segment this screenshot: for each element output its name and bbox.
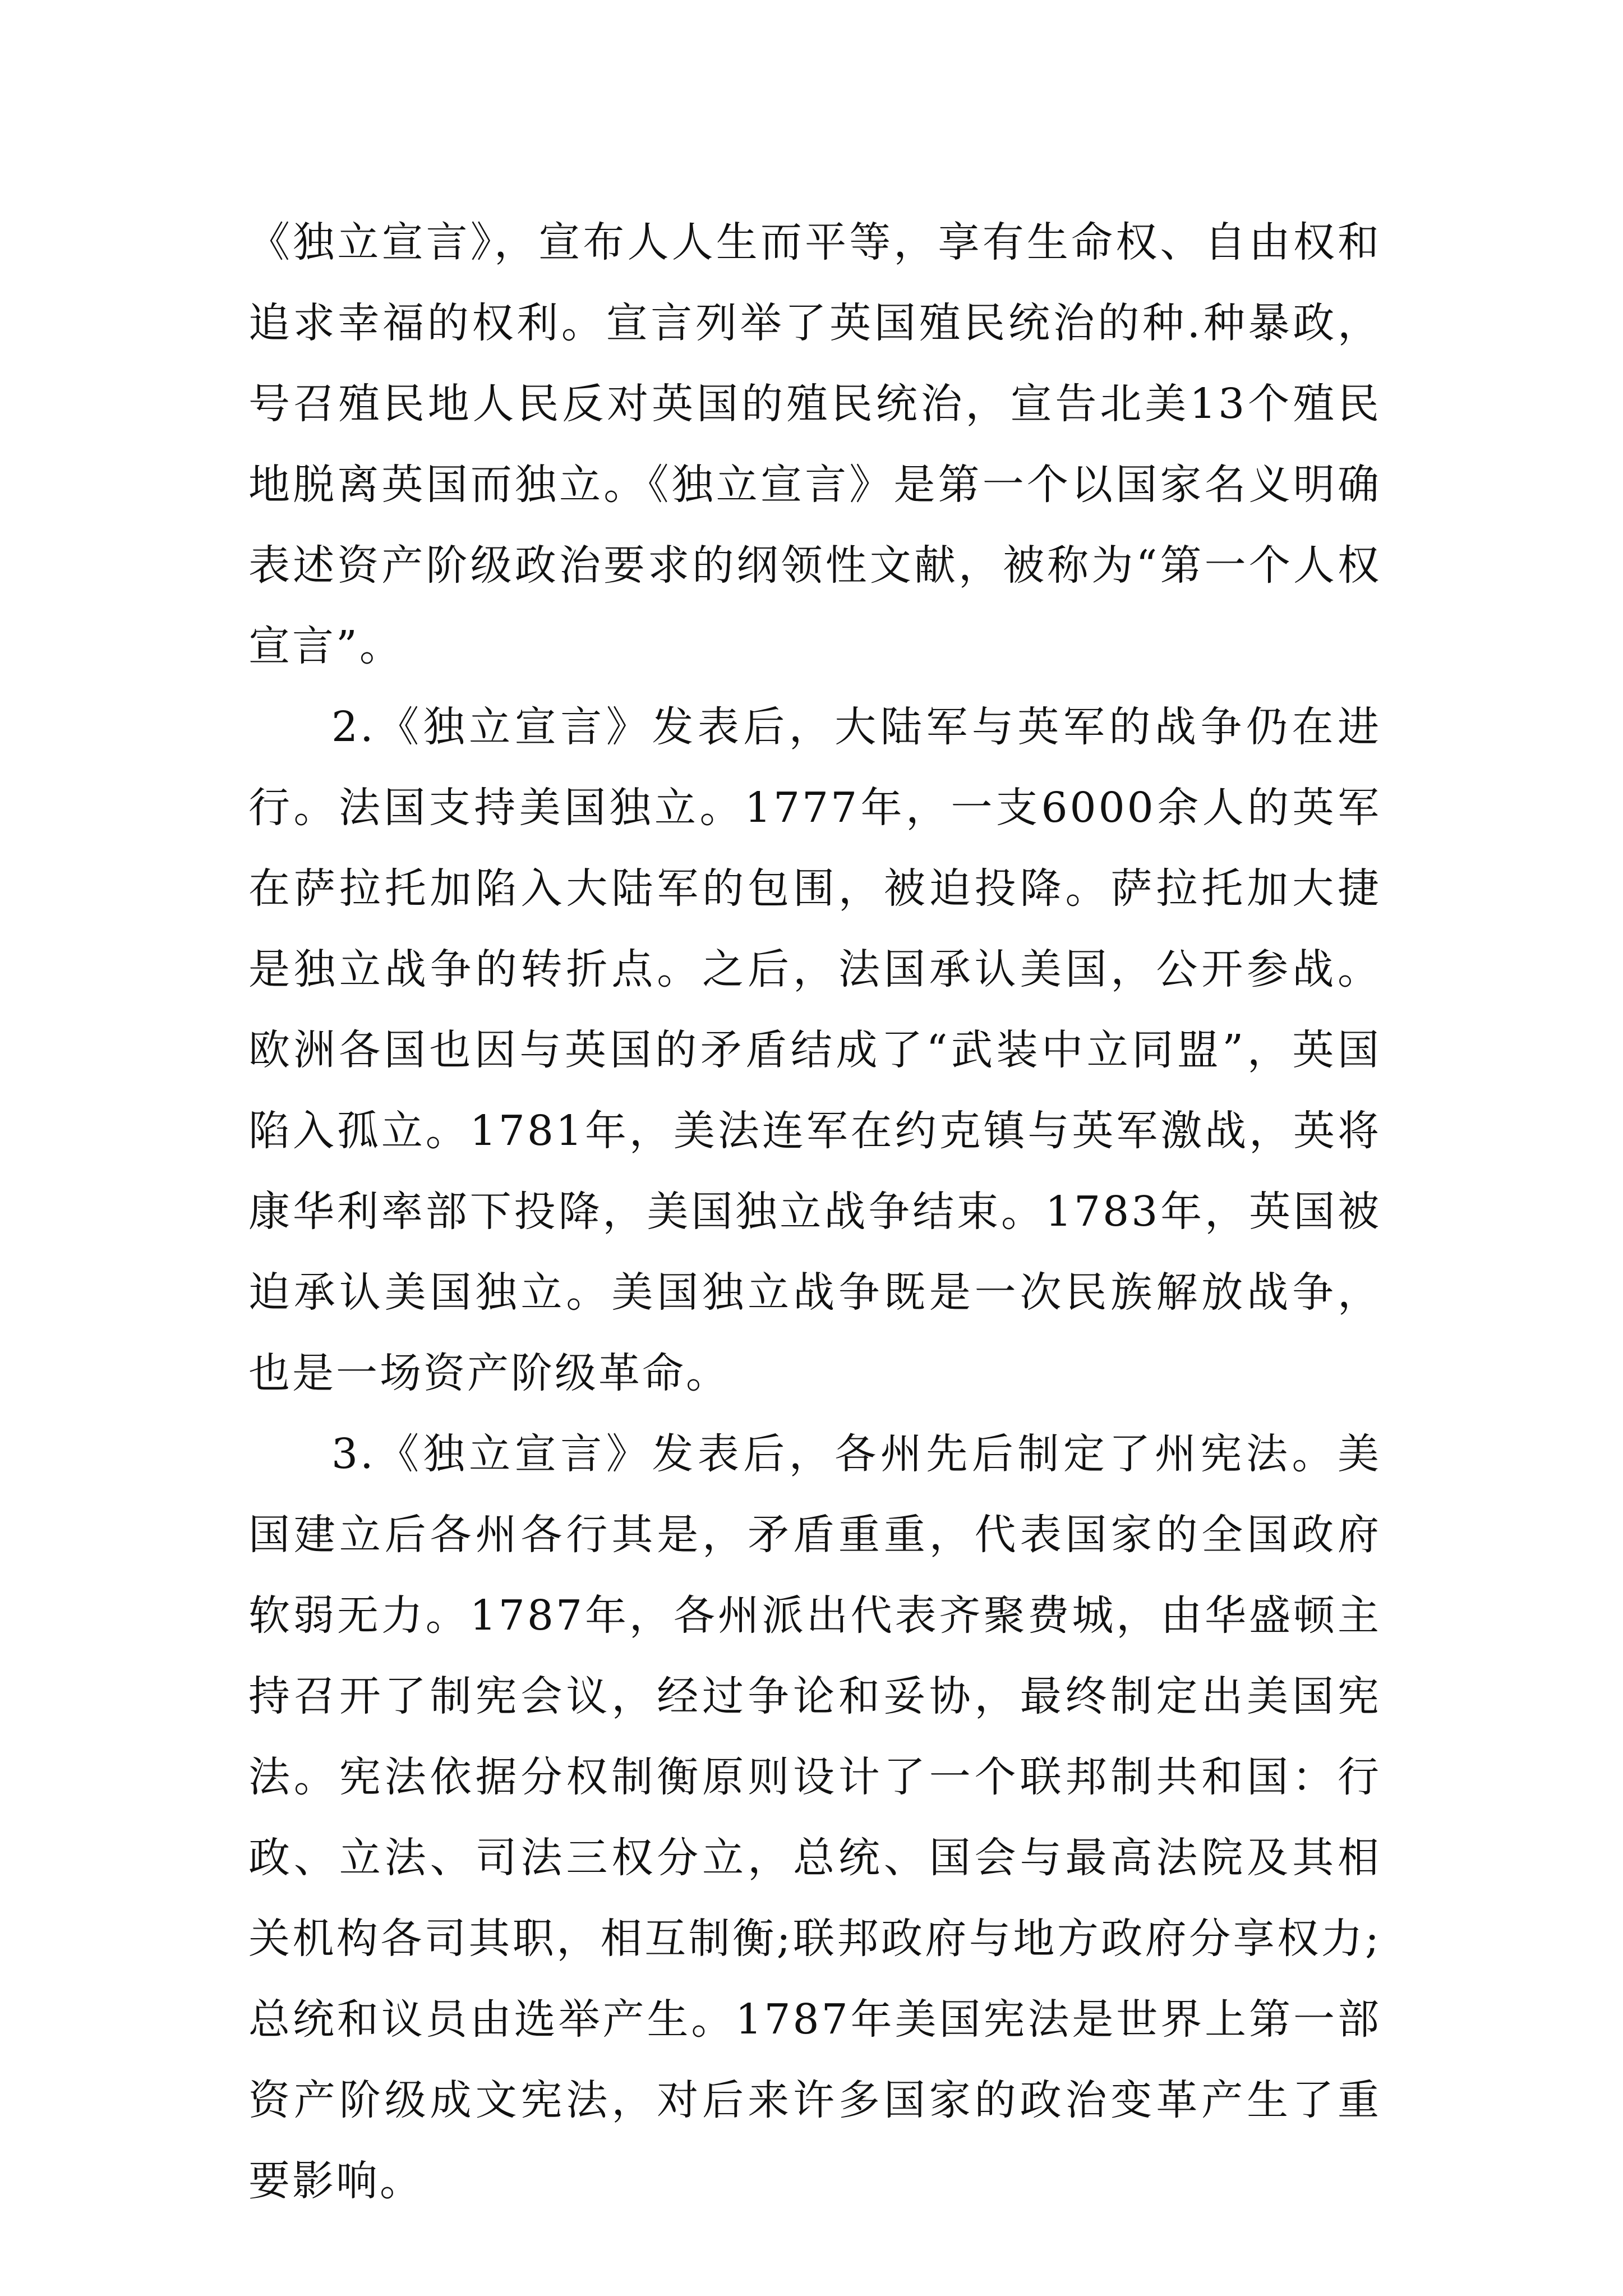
paragraph-constitution: 3.《独立宣言》发表后，各州先后制定了州宪法。美国建立后各州各行其是，矛盾重重，代表国家的全国政府软弱无力。1787年，各州派出代表齐聚费城，由华盛顿主持召开了制宪会议，经过争论和妥协，最终制定出美国宪法。宪法依据分权制衡原则设计了一个联邦制共和国：行政、立法、司法三权分立，总统、国会与最高法院及其相关机构各司其职，相互制衡;联邦政府与地方政府分享权力;总统和议员由选举产生。1787年美国宪法是世界上第一部资产阶级成文宪法，对后来许多国家的政治变革产生了重要影响。 — [248, 1430, 1381, 2205]
paragraph-war-of-independence: 2.《独立宣言》发表后，大陆军与英军的战争仍在进行。法国支持美国独立。1777年，一支6000余人的英军在萨拉托加陷入大陆军的包围，被迫投降。萨拉托加大捷是独立战争的转折点。之后，法国承认美国，公开参战。欧洲各国也因与英国的矛盾结成了“武装中立同盟”，英国陷入孤立。1781年，美法连军在约克镇与英军激战，英将康华利率部下投降，美国独立战争结束。1783年，英国被迫承认美国独立。美国独立战争既是一次民族解放战争，也是一场资产阶级革命。 — [248, 703, 1381, 1397]
document-body — [248, 202, 1381, 2221]
paragraph-declaration-continued: 《独立宣言》，宣布人人生而平等，享有生命权、自由权和追求幸福的权利。宣言列举了英国殖民统治的种.种暴政，号召殖民地人民反对英国的殖民统治，宣告北美13个殖民地脱离英国而独立。《独立宣言》是第一个以国家名义明确表述资产阶级政治要求的纲领性文献，被称为“第一个人权宣言”。 — [248, 218, 1381, 670]
